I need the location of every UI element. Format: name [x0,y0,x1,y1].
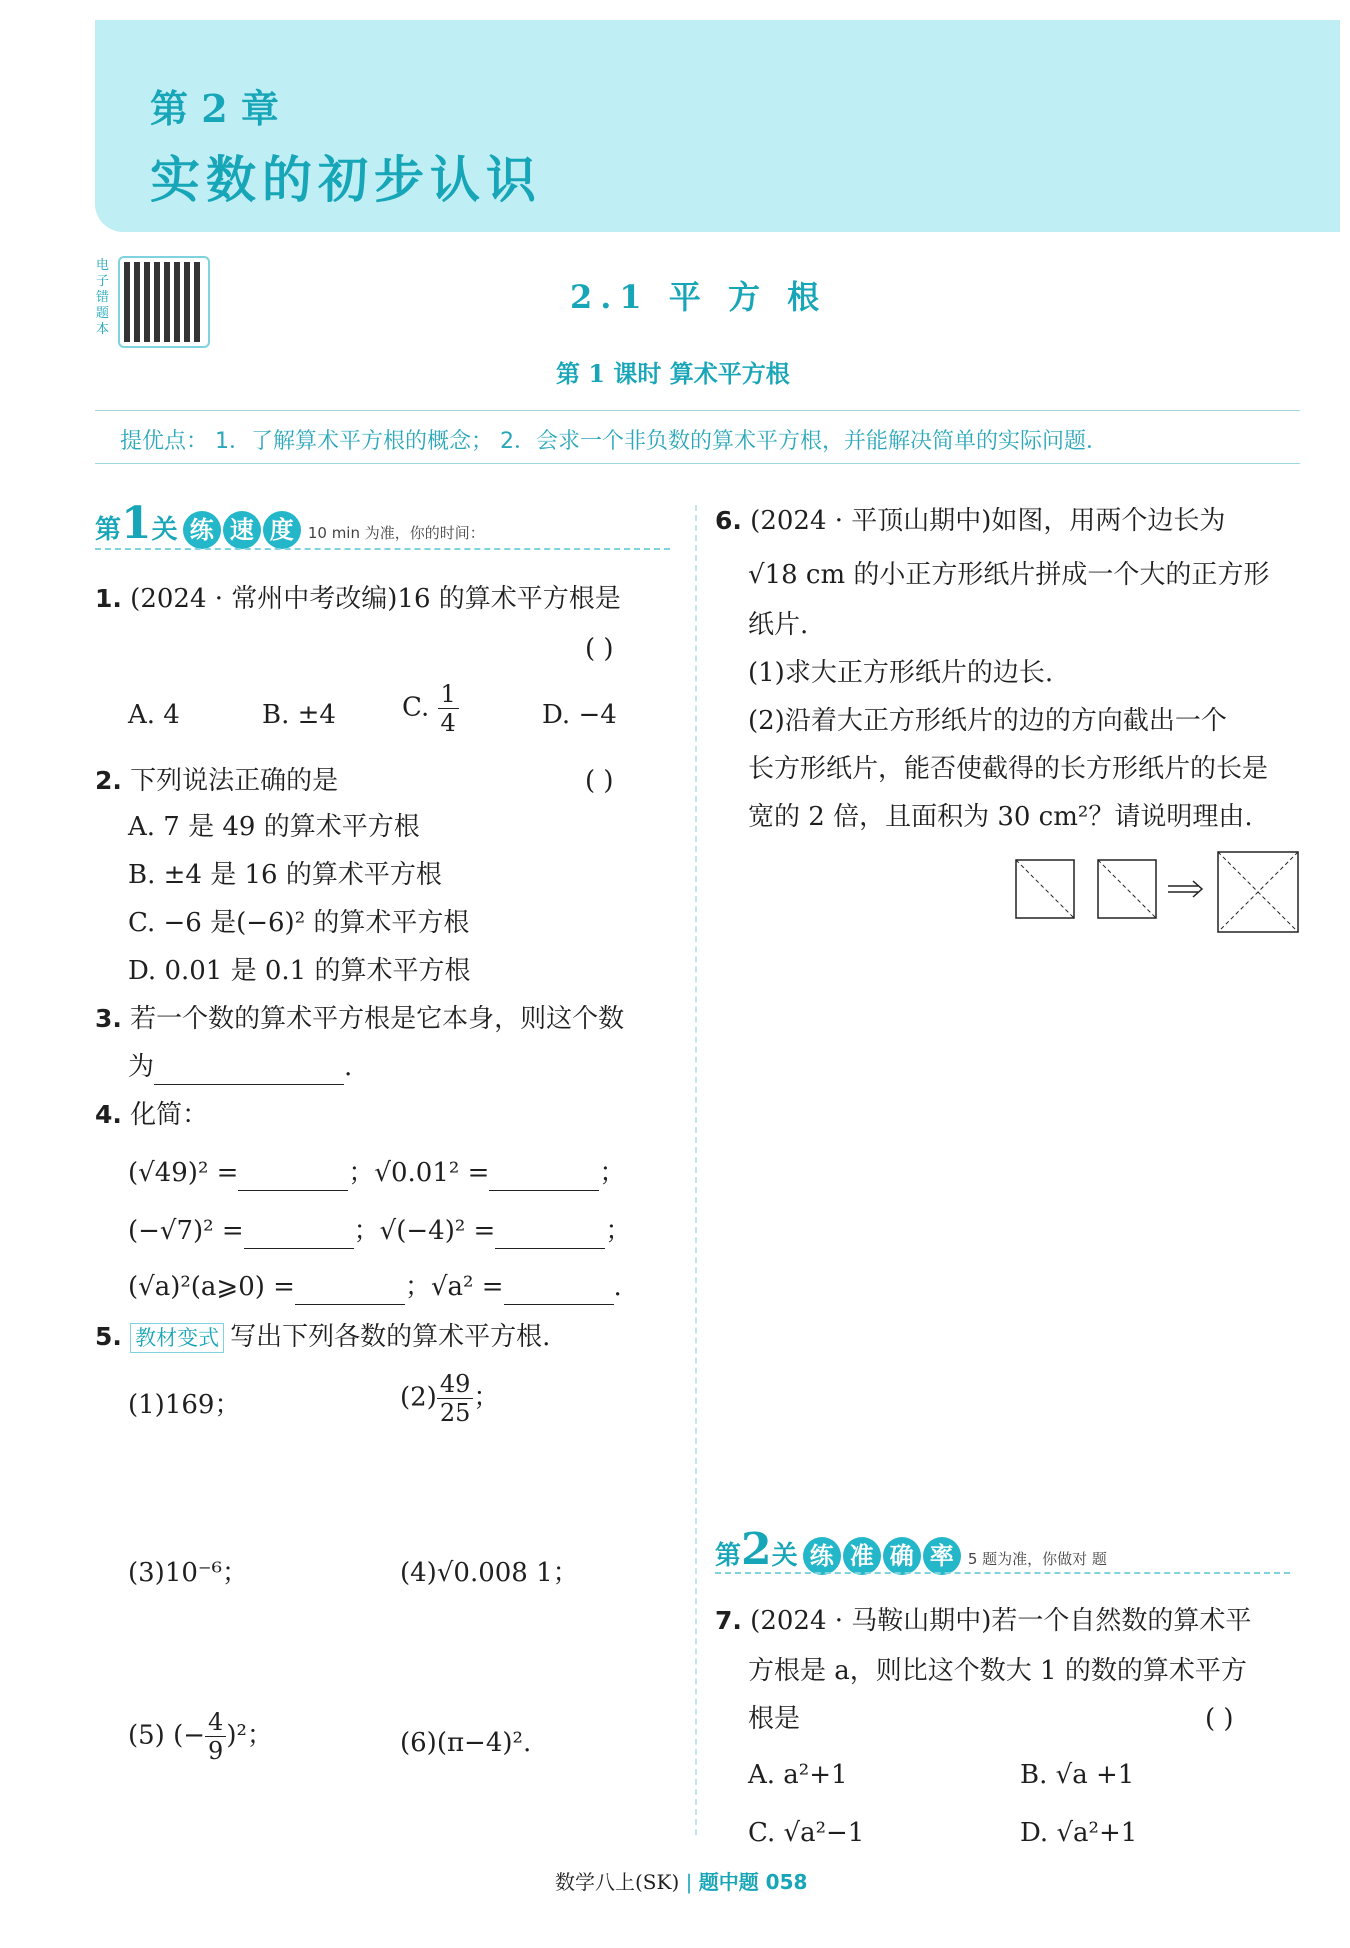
sub-item: (1)169； [128,1390,241,1420]
option-a: A. a²+1 [748,1760,848,1790]
qr-label: 电子错题本 [96,258,110,337]
option-a: A. 7 是 49 的算术平方根 [128,812,420,842]
column-divider [695,505,697,1835]
stage2-bubble: 率 [923,1537,961,1575]
chapter-title: 实数的初步认识 [150,150,542,209]
option-d: D. −4 [542,700,617,730]
stage2-bubble: 确 [883,1537,921,1575]
section-title: 2.1 平 方 根 [570,278,828,316]
stage1-bubble: 度 [263,511,301,549]
simplify-row: (−√7)² = ；√(−4)² = ； [128,1214,631,1249]
chapter-number: 第 2 章 [150,86,279,131]
question-7-line: 根是 [748,1704,801,1734]
stage1-bubble: 练 [183,511,221,549]
textbook-variant-badge: 教材变式 [130,1323,224,1353]
question-7-line: 方根是 a，则比这个数大 1 的数的算术平方 [748,1656,1247,1686]
option-a: A. 4 [128,700,180,730]
question-7: 7. (2024 · 马鞍山期中)若一个自然数的算术平 [715,1606,1252,1636]
answer-paren: ( ) [1205,1704,1234,1734]
simplify-row: (√a)²(a⩾0) = ；√a² = . [128,1270,622,1305]
divider [95,463,1300,464]
stage1-header: 第1关 练 速 度 10 min 为准，你的时间： [95,498,485,549]
option-c: C. √a²−1 [748,1818,865,1848]
stage2-header: 第2关 练 准 确 率 5 题为准，你做对 题 [715,1524,1107,1575]
small-square [1016,860,1074,918]
question-6-line: 纸片. [748,610,809,640]
page-footer: 数学八上(SK) | 题中题 058 [555,1870,808,1894]
option-d: D. √a²+1 [1020,1818,1138,1848]
sub-item: (2) $\frac{49}{25}$ ； [400,1370,500,1427]
question-3-line2: 为 . [128,1050,352,1085]
simplify-row: (√49)² = ；√0.01² = ； [128,1156,625,1191]
divider [95,410,1300,411]
qr-code-icon[interactable] [118,256,210,348]
option-c: C. $\frac{1}{4}$ [402,680,459,737]
question-2: 2. 下列说法正确的是 [95,766,339,796]
question-4: 4. 化简： [95,1100,209,1130]
book-title: 数学八上(SK) [555,1870,680,1894]
stage2-bubble: 准 [843,1537,881,1575]
question-6-line: √18 cm 的小正方形纸片拼成一个大的正方形 [748,560,1270,590]
question-6-line: 长方形纸片，能否使截得的长方形纸片的长是 [748,754,1269,784]
small-square-diagonal [1016,860,1074,918]
small-square [1098,860,1156,918]
option-b: B. ±4 是 16 的算术平方根 [128,860,442,890]
option-c: C. −6 是(−6)² 的算术平方根 [128,908,470,938]
tip-text: 提优点： 1．了解算术平方根的概念； 2．会求一个非负数的算术平方根，并能解决简单的实际问题． [120,429,1108,454]
stage1-bubble: 速 [223,511,261,549]
sub-item: (3)10⁻⁶； [128,1558,249,1588]
arrow-icon [1193,881,1202,897]
question-6-line: (1)求大正方形纸片的边长. [748,658,1054,688]
question-3: 3. 若一个数的算术平方根是它本身，则这个数 [95,1004,625,1034]
answer-paren: ( ) [585,634,614,664]
small-square-diagonal [1098,860,1156,918]
question-6-line: (2)沿着大正方形纸片的边的方向截出一个 [748,706,1227,736]
sub-item: (6)(π−4)². [400,1728,532,1758]
stage1-dashline [95,548,670,550]
stage2-dashline [715,1572,1290,1574]
stage2-bubble: 练 [803,1537,841,1575]
question-6-line: 宽的 2 倍，且面积为 30 cm²？请说明理由. [748,802,1253,832]
answer-paren: ( ) [585,766,614,796]
option-d: D. 0.01 是 0.1 的算术平方根 [128,956,471,986]
series-page: 题中题 058 [698,1870,808,1894]
option-b: B. ±4 [262,700,336,730]
lesson-title: 第 1 课时 算术平方根 [556,359,790,388]
sub-item: (4)√0.008 1； [400,1558,579,1588]
sub-item: (5) (− $\frac{4}{9}$ )²； [128,1708,273,1765]
question-6: 6. (2024 · 平顶山期中)如图，用两个边长为 [715,506,1226,536]
squares-figure [1012,850,1302,934]
option-b: B. √a +1 [1020,1760,1135,1790]
question-1: 1. (2024 · 常州中考改编)16 的算术平方根是 [95,584,621,614]
question-5: 5. 教材变式 写出下列各数的算术平方根. [95,1322,551,1352]
